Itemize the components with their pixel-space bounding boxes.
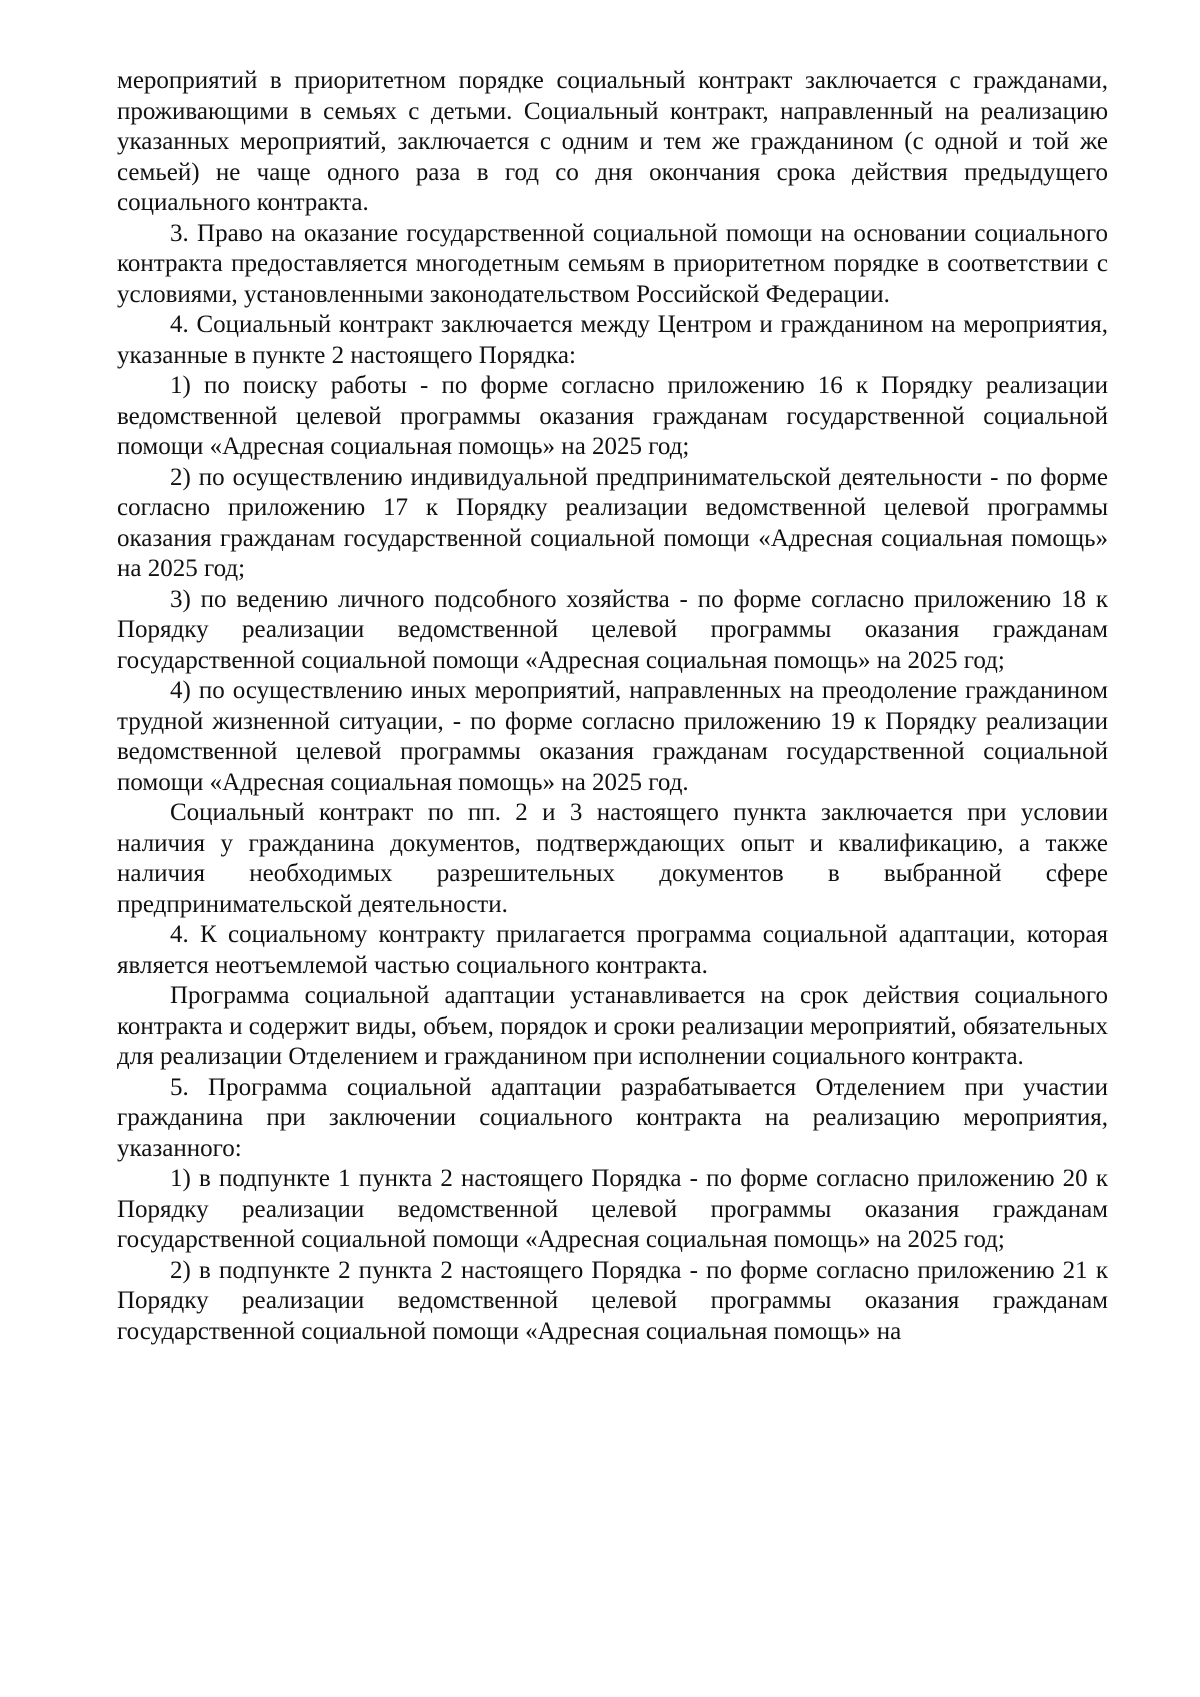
paragraph-13: 2) в подпункте 2 пункта 2 настоящего Порядка - по форме согласно приложению 21 к Порядку реализации ведомственной целевой программы оказания гражданам государственной социальной помощи «Адресная социальная помощь» на — [117, 1256, 1108, 1345]
paragraph-2: 3. Право на оказание государственной социальной помощи на основании социального контракта предоставляется многодетным семьям в приоритетном порядке в соответствии с условиями, установленными законодательством Российской Федерации. — [117, 219, 1108, 308]
paragraph-1: мероприятий в приоритетном порядке социальный контракт заключается с гражданами, проживающими в семьях с детьми. Социальный контракт, направленный на реализацию указанных мероприятий, заключается с одним и тем же гражданином (с одной и той же семьей) не чаще одного раза в год со дня окончания срока действия предыдущего социального контракта. — [117, 67, 1108, 216]
paragraph-11: 5. Программа социальной адаптации разрабатывается Отделением при участии гражданина при заключении социального контракта на реализацию мероприятия, указанного: — [117, 1073, 1108, 1162]
paragraph-12: 1) в подпункте 1 пункта 2 настоящего Порядка - по форме согласно приложению 20 к Порядку реализации ведомственной целевой программы оказания гражданам государственной социальной помощи «Адресная социальная помощь» на 2025 год; — [117, 1165, 1108, 1253]
paragraph-6: 3) по ведению личного подсобного хозяйства - по форме согласно приложению 18 к Порядку реализации ведомственной целевой программы оказания гражданам государственной социальной помощи «Адресная социальная помощь» на 2025 год; — [117, 585, 1108, 674]
paragraph-8: Социальный контракт по пп. 2 и 3 настоящего пункта заключается при условии наличия у гражданина документов, подтверждающих опыт и квалификацию, а также наличия необходимых разрешительных документов в выбранной сфере предпринимательской деятельности. — [117, 799, 1108, 918]
paragraph-5: 2) по осуществлению индивидуальной предпринимательской деятельности - по форме согласно приложению 17 к Порядку реализации ведомственной целевой программы оказания гражданам государственной социальной помощи «Адресная социальная помощь» на 2025 год; — [117, 463, 1108, 582]
paragraph-4: 1) по поиску работы - по форме согласно приложению 16 к Порядку реализации ведомственной целевой программы оказания гражданам государственной социальной помощи «Адресная социальная помощь» на 2025 год; — [117, 372, 1108, 460]
paragraph-10: Программа социальной адаптации устанавливается на срок действия социального контракта и содержит виды, объем, порядок и сроки реализации мероприятий, обязательных для реализации Отделением и гражданином при исполнении социального контракта. — [117, 982, 1108, 1070]
paragraph-7: 4) по осуществлению иных мероприятий, направленных на преодоление гражданином трудной жизненной ситуации, - по форме согласно приложению 19 к Порядку реализации ведомственной целевой программы оказания гражданам государственной социальной помощи «Адресная социальная помощь» на 2025 год. — [117, 677, 1108, 796]
paragraph-3: 4. Социальный контракт заключается между Центром и гражданином на мероприятия, указанные в пункте 2 настоящего Порядка: — [117, 311, 1108, 369]
paragraph-9: 4. К социальному контракту прилагается программа социальной адаптации, которая является неотъемлемой частью социального контракта. — [117, 921, 1108, 979]
